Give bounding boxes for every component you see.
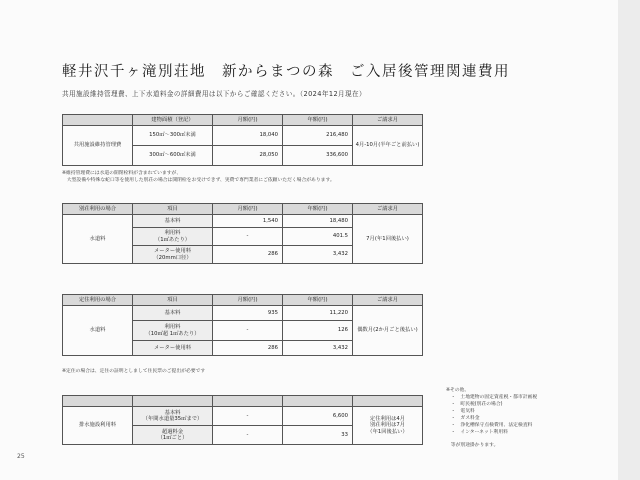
note-line: ※維持管理費には水道の開閉栓料が含まれていますが、 [62,171,182,176]
yearly-cell: 401.5 [283,228,353,246]
item-cell: メーター使用料 [133,341,213,356]
yearly-cell: 216,480 [283,126,353,146]
category-cell: 水道料 [63,215,133,264]
table-row [63,407,423,426]
item-cell: 150㎡～300㎡未満 [133,126,213,146]
table-header-row [63,204,423,215]
header-cell: 月額(円) [213,295,283,306]
header-cell [63,396,133,407]
header-cell [63,115,133,126]
note-line: ※その他、 [446,388,470,393]
header-cell [353,396,423,407]
page-subtitle: 共用施設維持管理費、上下水道料金の詳細費用は以下からご確認ください。（2024年12月現在） [62,90,367,98]
header-cell: 年額(円) [283,204,353,215]
item-label: 利用料 （1㎥あたり） [154,230,191,243]
yearly-cell: 3,432 [283,246,353,264]
header-cell: ご請求月 [353,204,423,215]
item-cell: 基本料 [133,306,213,321]
monthly-cell: 18,040 [213,126,283,146]
note-line: ・ インターネット利用料 [446,429,508,435]
resident-water-fee-table [62,294,423,356]
monthly-cell: - [213,321,283,341]
monthly-cell: - [213,407,283,426]
billing-cell: 偶数月(2か月ごと後払い) [353,306,423,356]
note-line: ・ 町民税(別荘の場合) [446,401,503,407]
note-line: ・ 電気料 [446,408,475,414]
header-cell: 項目 [133,204,213,215]
table-row [63,215,423,228]
common-facility-fee-table [62,114,423,166]
monthly-cell: - [213,426,283,445]
table-header-row [63,295,423,306]
item-label: 利用料 （10㎥超 1㎥あたり） [145,324,200,337]
billing-cell: 4月-10月(半年ごと前払い) [353,126,423,166]
item-cell: 300㎡～600㎡未満 [133,146,213,166]
item-cell [133,246,213,264]
item-label: メーター使用料 （20mm口径） [153,248,192,261]
page-title: 軽井沢千ヶ滝別荘地 新からまつの森 ご入居後管理関連費用 [62,64,510,80]
item-cell [133,407,213,426]
billing-cell: 7月(年1回後払い) [353,215,423,264]
header-cell: 定住利用の場合 [63,295,133,306]
yearly-cell: 6,600 [283,407,353,426]
drainage-fee-table [62,395,423,445]
header-cell: 項目 [133,295,213,306]
yearly-cell: 336,600 [283,146,353,166]
note-line: 等が別途掛かります。 [446,442,499,448]
header-cell: 建物面積（登記） [133,115,213,126]
header-cell: 別荘利用の場合 [63,204,133,215]
yearly-cell: 3,432 [283,341,353,356]
other-costs-note [446,388,537,450]
header-cell: ご請求月 [353,115,423,126]
item-cell [133,228,213,246]
header-cell: 年額(円) [283,115,353,126]
category-cell: 共用施設維持管理費 [63,126,133,166]
billing-cell [353,407,423,445]
monthly-cell: - [213,228,283,246]
yearly-cell: 18,480 [283,215,353,228]
table-row [63,126,423,146]
monthly-cell: 1,540 [213,215,283,228]
yearly-cell: 33 [283,426,353,445]
header-cell: 年額(円) [283,295,353,306]
page-number: 25 [17,453,25,460]
resident-note: ※定住の場合は、定住の証明としまして住民票のご提出が必要です [62,369,206,374]
note-line: 大型設備や特殊な蛇口等を使用した別荘の場合は開閉栓をお受けできず、実費で専門業者にご依頼いただく場合があります。 [62,177,335,183]
item-label: 基本料 （年間水道量35㎥まで） [142,409,203,422]
item-cell [133,426,213,445]
monthly-cell: 286 [213,341,283,356]
villa-water-fee-table [62,203,423,264]
note-line: ・ 土地建物の固定資産税・都市計画税 [446,394,538,400]
header-cell [213,396,283,407]
item-cell: 基本料 [133,215,213,228]
header-cell [133,396,213,407]
monthly-cell: 935 [213,306,283,321]
header-cell: 月額(円) [213,115,283,126]
maintenance-note [62,171,335,185]
header-cell [283,396,353,407]
table-header-row [63,396,423,407]
note-line: ・ 浄化槽保守点検費用、法定検査料 [446,422,533,428]
note-line: ・ ガス料金 [446,415,480,421]
category-cell: 水道料 [63,306,133,356]
header-cell: 月額(円) [213,204,283,215]
category-cell: 排水施設利用料 [63,407,133,445]
item-label: 超過料金 （1㎥ごと） [157,428,188,441]
yearly-cell: 11,220 [283,306,353,321]
monthly-cell: 28,050 [213,146,283,166]
item-cell [133,321,213,341]
monthly-cell: 286 [213,246,283,264]
table-row [63,306,423,321]
table-header-row [63,115,423,126]
billing-label: 定住利用は4月 別荘利用は7月 （年1回後払い） [367,416,408,435]
yearly-cell: 126 [283,321,353,341]
page-edge [618,0,640,480]
header-cell: ご請求月 [353,295,423,306]
